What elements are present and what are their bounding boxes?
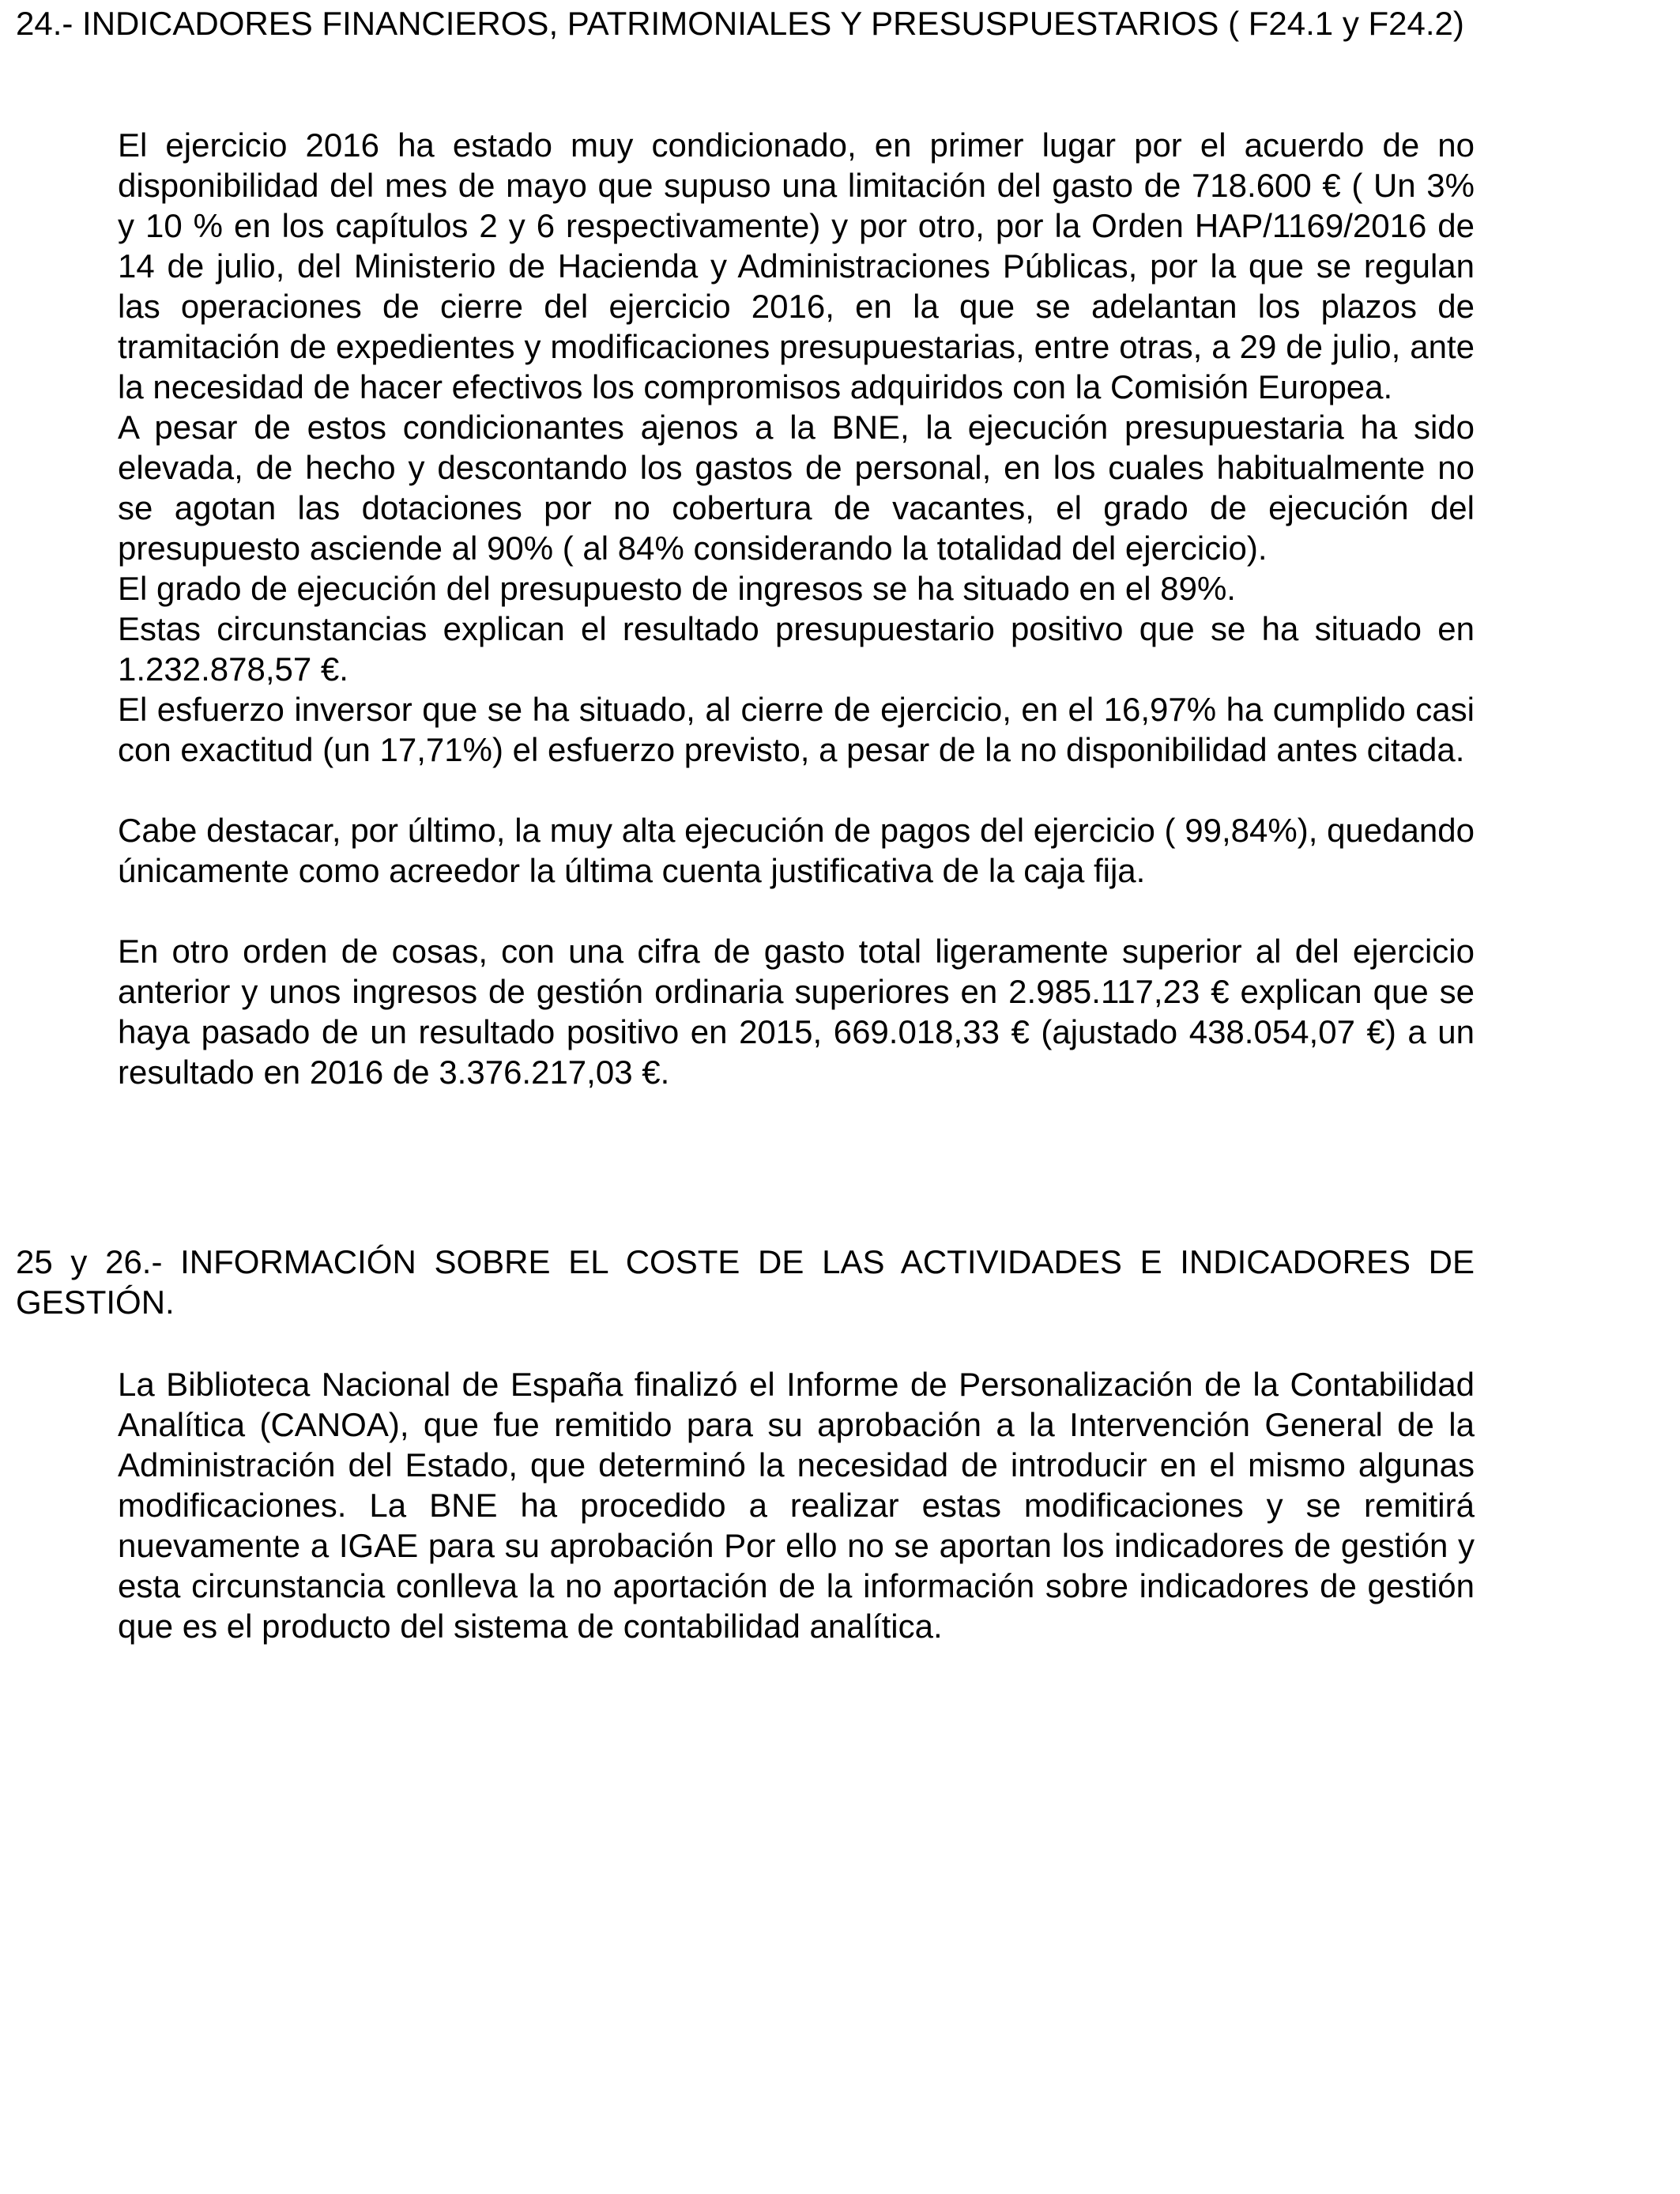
paragraph-1: El ejercicio 2016 ha estado muy condicionado, en primer lugar por el acuerdo de no disponibilidad del mes de mayo que supuso una limitación del gasto de 718.600 € ( Un 3% y 10 % en los capítulos 2 y 6 respectivamente) y por otro, por la Orden HAP/1169/2016 de 14 de julio, del Ministerio de Hacienda y Administraciones Públicas, por la que se regulan las operaciones de cierre del ejercicio 2016, en la que se adelantan los plazos de tramitación de expedientes y modificaciones presupuestarias, entre otras, a 29 de julio, ante la necesidad de hacer efectivos los compromisos adquiridos con la Comisión Europea. [118, 126, 1475, 405]
paragraph-6: Cabe destacar, por último, la muy alta ejecución de pagos del ejercicio ( 99,84%), quedando únicamente como acreedor la última cuenta justificativa de la caja fija. [118, 812, 1475, 889]
paragraph-8: La Biblioteca Nacional de España finalizó el Informe de Personalización de la Contabilidad Analítica (CANOA), que fue remitido para su aprobación a la Intervención General de la Administración del Estado, que determinó la necesidad de introducir en el mismo algunas modificaciones. La BNE ha procedido a realizar estas modificaciones y se remitirá nuevamente a IGAE para su aprobación Por ello no se aportan los indicadores de gestión y esta circunstancia conlleva la no aportación de la información sobre indicadores de gestión que es el producto del sistema de contabilidad analítica. [118, 1366, 1475, 1645]
section-24-heading: 24.- INDICADORES FINANCIEROS, PATRIMONIALES Y PRESUSPUESTARIOS ( F24.1 y F24.2) [16, 5, 1464, 42]
section-25-26-heading: 25 y 26.- INFORMACIÓN SOBRE EL COSTE DE LAS ACTIVIDADES E INDICADORES DE GESTIÓN. [16, 1243, 1475, 1321]
paragraph-3: El grado de ejecución del presupuesto de ingresos se ha situado en el 89%. [118, 570, 1236, 607]
paragraph-spacer [118, 891, 1475, 931]
section-25-26-body [118, 1364, 1475, 1646]
paragraph-4: Estas circunstancias explican el resultado presupuestario positivo que se ha situado en 1.232.878,57 €. [118, 610, 1475, 688]
paragraph-5: El esfuerzo inversor que se ha situado, al cierre de ejercicio, en el 16,97% ha cumplido casi con exactitud (un 17,71%) el esfuerzo previsto, a pesar de la no disponibilidad antes citada. [118, 691, 1475, 768]
paragraph-spacer [118, 770, 1475, 810]
paragraph-7: En otro orden de cosas, con una cifra de gasto total ligeramente superior al del ejercicio anterior y unos ingresos de gestión ordinaria superiores en 2.985.117,23 € explican que se haya pasado de un resultado positivo en 2015, 669.018,33 € (ajustado 438.054,07 €) a un resultado en 2016 de 3.376.217,03 €. [118, 933, 1475, 1091]
paragraph-2: A pesar de estos condicionantes ajenos a la BNE, la ejecución presupuestaria ha sido elevada, de hecho y descontando los gastos de personal, en los cuales habitualmente no se agotan las dotaciones por no cobertura de vacantes, el grado de ejecución del presupuesto asciende al 90% ( al 84% considerando la totalidad del ejercicio). [118, 409, 1475, 567]
section-24-body [118, 125, 1475, 1092]
